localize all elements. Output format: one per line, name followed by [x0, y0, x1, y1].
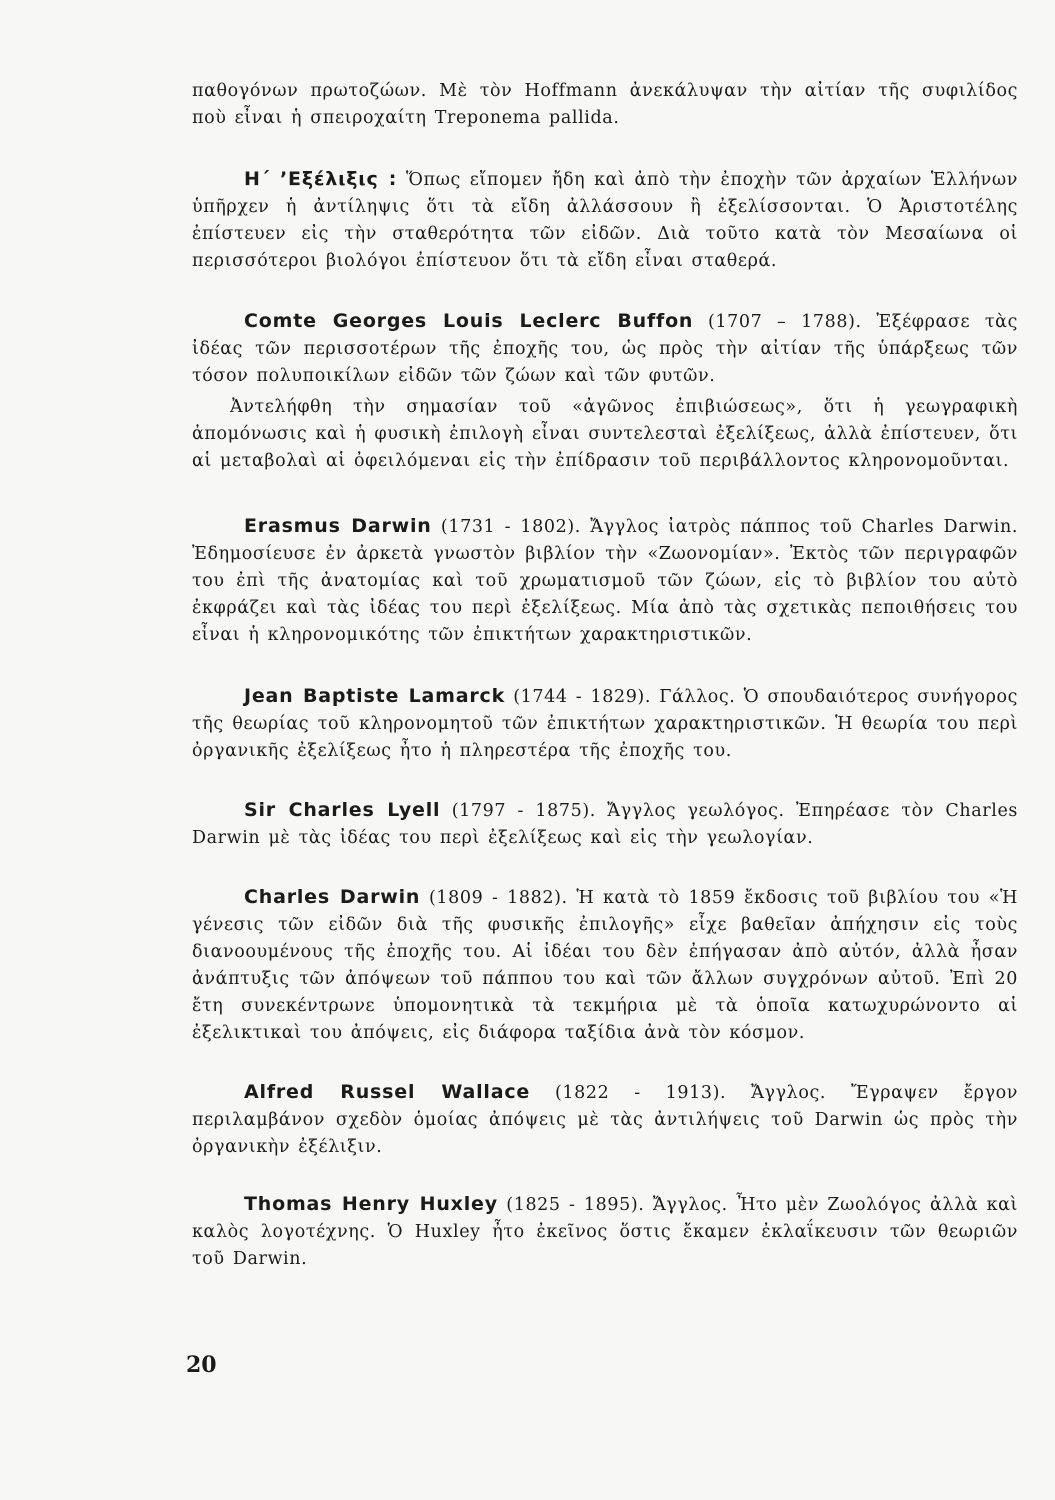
entry-wallace [192, 1079, 1018, 1161]
page-number: 20 [186, 1352, 217, 1378]
entry-name: Alfred Russel Wallace [244, 1081, 531, 1103]
entry-lamarck [192, 683, 1018, 765]
entry-text: (1825 - 1895). Ἄγγλος. Ἦτο μὲν Ζωολόγος ἀλλὰ καὶ καλὸς λογοτέχνης. Ὁ Huxley ἦτο ἐκεῖνος ὅστις ἔκαμεν ἐκλαΐκευσιν τῶν θεωριῶν τοῦ Darwin. [192, 1195, 1018, 1269]
entry-name: Erasmus Darwin [244, 515, 432, 537]
entry-text: (1744 - 1829). Γάλλος. Ὁ σπουδαιότερος συνήγορος τῆς θεωρίας τοῦ κληρονομητοῦ τῶν ἐπικτήτων χαρακτηριστικῶν. Ἡ θεωρία του περὶ ὀργανικῆς ἐξελίξεως ἦτο ἡ πληρεστέρα τῆς ἐποχῆς του. [192, 687, 1018, 761]
section-evolution-paragraph [192, 166, 1018, 275]
section-text: Ὅπως εἴπομεν ἤδη καὶ ἀπὸ τὴν ἐποχὴν τῶν ἀρχαίων Ἑλλήνων ὑπῆρχεν ἡ ἀντίληψις ὅτι τὰ εἴδη ἀλλάσσουν ἢ ἐξελίσσονται. Ὁ Ἀριστοτέλης ἐπίστευεν εἰς τὴν σταθερότητα τῶν εἰδῶν. Διὰ τοῦτο κατὰ τὸν Μεσαίωνα οἱ περισσότεροι βιολόγοι ἐπίστευον ὅτι τὰ εἴδη εἶναι σταθερά. [192, 170, 1018, 271]
entry-text: (1731 - 1802). Ἄγγλος ἰατρὸς πάππος τοῦ Charles Darwin. Ἐδημοσίευσε ἐν ἀρκετὰ γνωστὸν βιβλίον τὴν «Ζωονομίαν». Ἐκτὸς τῶν περιγραφῶν του ἐπὶ τῆς ἀνατομίας καὶ τοῦ χρωματισμοῦ τῶν ζώων, εἰς τὸ βιβλίον του αὐτὸ ἐκφράζει καὶ τὰς ἰδέας του περὶ ἐξελίξεως. Μία ἀπὸ τὰς σχετικὰς πεποιθήσεις του εἶναι ἡ κληρονομικότης τῶν ἐπικτήτων χαρακτηριστικῶν. [192, 517, 1018, 645]
entry-buffon-continuation: Ἀντελήφθη τὴν σημασίαν τοῦ «ἀγῶνος ἐπιβιώσεως», ὅτι ἡ γεωγραφικὴ ἀπομόνωσις καὶ ἡ φυσικὴ ἐπιλογὴ εἶναι συντελεσταὶ ἐξελίξεως, ἀλλὰ ἐπίστευεν, ὅτι αἱ μεταβολαὶ αἱ ὀφειλόμεναι εἰς τὴν ἐπίδρασιν τοῦ περιβάλλοντος κληρονομοῦνται. [192, 397, 1018, 471]
entry-buffon [192, 308, 1018, 390]
entry-charles-darwin [192, 884, 1018, 1047]
entry-name: Thomas Henry Huxley [244, 1193, 498, 1215]
entry-text: (1707 – 1788). Ἐξέφρασε τὰς ἰδέας τῶν περισσοτέρων τῆς ἐποχῆς του, ὡς πρὸς τὴν αἰτίαν τῆς ὑπάρξεως τῶν τόσον πολυποικίλων εἰδῶν τῶν ζώων καὶ τῶν φυτῶν. [192, 312, 1018, 386]
entry-lyell [192, 797, 1018, 852]
page-body [192, 78, 1018, 1273]
entry-text: (1797 - 1875). Ἄγγλος γεωλόγος. Ἐπηρέασε τὸν Charles Darwin μὲ τὰς ἰδέας του περὶ ἐξελίξεως καὶ εἰς τὴν γεωλογίαν. [192, 801, 1018, 848]
entry-huxley [192, 1191, 1018, 1273]
entry-erasmus-darwin [192, 513, 1018, 649]
entry-text: (1822 - 1913). Ἄγγλος. Ἔγραψεν ἔργον περιλαμβάνον σχεδὸν ὁμοίας ἀπόψεις μὲ τὰς ἀντιλήψεις τοῦ Darwin ὡς πρὸς τὴν ὀργανικὴν ἐξέλιξιν. [192, 1083, 1018, 1157]
entry-text: (1809 - 1882). Ἡ κατὰ τὸ 1859 ἔκδοσις τοῦ βιβλίου του «Ἡ γένεσις τῶν εἰδῶν διὰ τῆς φυσικῆς ἐπιλογῆς» εἶχε βαθεῖαν ἀπήχησιν εἰς τοὺς διανοουμένους τῆς ἐποχῆς του. Αἱ ἰδέαι του δὲν ἐπήγασαν ἀπὸ αὐτόν, ἀλλὰ ἦσαν ἀνάπτυξις τῶν ἀπόψεων τοῦ πάππου του καὶ τῶν ἄλλων συγχρόνων αὐτοῦ. Ἐπὶ 20 ἔτη συνεκέντρωνε ὑπομονητικὰ τὰ τεκμήρια μὲ τὰ ὁποῖα κατωχυρώνοντο αἱ ἐξελικτικαὶ του ἀπόψεις, εἰς διάφορα ταξίδια ἀνὰ τὸν κόσμον. [192, 888, 1018, 1043]
section-heading: Η΄ ’Εξέλιξις : [244, 168, 398, 190]
entry-name: Comte Georges Louis Leclerc Buffon [244, 310, 694, 332]
entry-name: Charles Darwin [244, 886, 421, 908]
entry-name: Sir Charles Lyell [244, 799, 441, 821]
continuation-paragraph: παθογόνων πρωτοζώων. Μὲ τὸν Hoffmann ἀνεκάλυψαν τὴν αἰτίαν τῆς συφιλίδος ποὺ εἶναι ἡ σπειροχαίτη Treponema pallida. [192, 81, 1018, 128]
entry-name: Jean Baptiste Lamarck [244, 685, 506, 707]
